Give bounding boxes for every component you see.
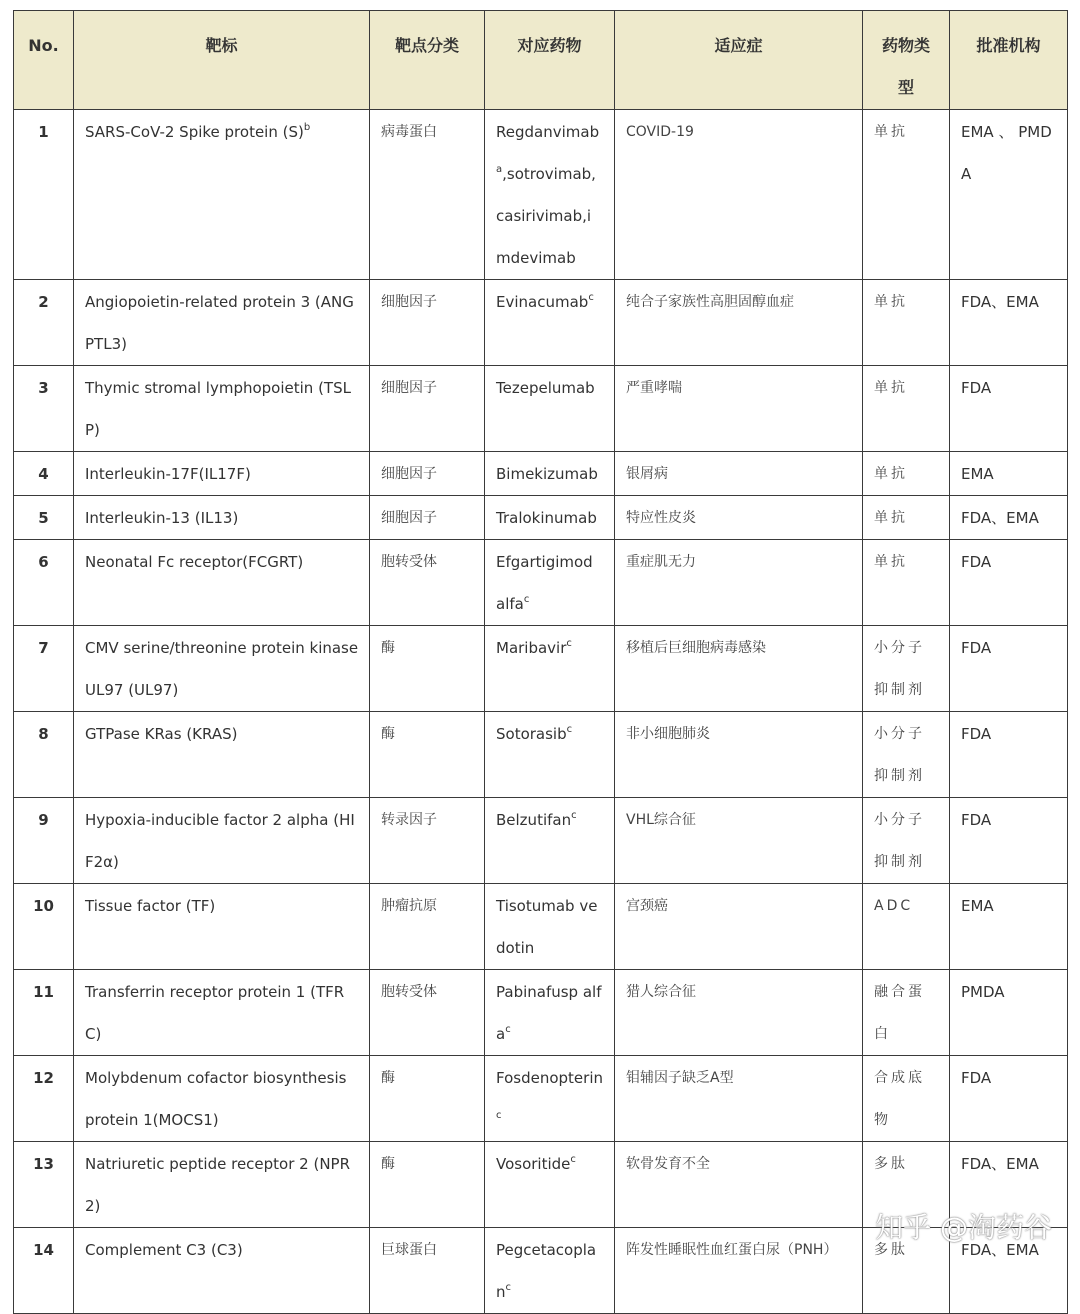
cell-no (14, 496, 74, 540)
cell-target (74, 452, 370, 496)
cell-target (74, 1142, 370, 1228)
cell-target-text: Thymic stromal lymphopoietin (TSLP) (85, 379, 351, 439)
table-row (14, 1056, 1068, 1142)
header-drug: 对应药物 (485, 11, 615, 110)
cell-drug (485, 496, 615, 540)
cell-drug-text: Sotorasib (496, 725, 567, 743)
cell-agency (950, 540, 1068, 626)
cell-agency-text: FDA (961, 725, 992, 743)
cell-target-text: Tissue factor (TF) (85, 897, 216, 915)
cell-indication (615, 626, 863, 712)
cell-no (14, 1056, 74, 1142)
cell-drug (485, 712, 615, 798)
cell-agency (950, 280, 1068, 366)
table-row (14, 884, 1068, 970)
cell-indication (615, 366, 863, 452)
cell-drug-type-text: 小分子抑制剂 (874, 812, 925, 870)
cell-category (370, 366, 485, 452)
cell-category-text: 酶 (381, 726, 395, 742)
cell-drug-type (863, 496, 950, 540)
cell-indication-text: 猎人综合征 (626, 984, 696, 1000)
cell-drug (485, 366, 615, 452)
cell-agency (950, 110, 1068, 280)
cell-indication-text: 银屑病 (626, 466, 668, 482)
cell-category (370, 452, 485, 496)
cell-drug-footnote: c (505, 1282, 512, 1293)
cell-indication (615, 540, 863, 626)
header-category: 靶点分类 (370, 11, 485, 110)
cell-drug-text: Tezepelumab (496, 379, 595, 397)
cell-indication (615, 496, 863, 540)
table-row (14, 798, 1068, 884)
cell-drug-footnote: c (496, 1110, 502, 1121)
cell-category-text: 酶 (381, 640, 395, 656)
cell-category-text: 病毒蛋白 (381, 124, 437, 140)
cell-category (370, 1142, 485, 1228)
cell-drug-type-text: 合成底物 (874, 1070, 925, 1128)
cell-drug-type (863, 452, 950, 496)
cell-drug-text: Tralokinumab (496, 509, 597, 527)
cell-drug-text: Evinacumab (496, 293, 589, 311)
cell-drug (485, 110, 615, 280)
cell-drug (485, 1228, 615, 1314)
cell-drug-footnote: c (588, 292, 594, 303)
header-no: No. (14, 11, 74, 110)
cell-drug-type-text: 单抗 (874, 466, 908, 482)
cell-category-text: 酶 (381, 1156, 395, 1172)
cell-no-text: 13 (33, 1155, 54, 1173)
cell-category (370, 712, 485, 798)
cell-drug-type-text: 融合蛋白 (874, 984, 925, 1042)
cell-indication (615, 798, 863, 884)
cell-no (14, 798, 74, 884)
cell-no-text: 1 (38, 123, 49, 141)
cell-drug-type (863, 540, 950, 626)
cell-no-text: 3 (38, 379, 49, 397)
cell-category-text: 酶 (381, 1070, 395, 1086)
cell-drug-type-text: 单抗 (874, 294, 908, 310)
cell-no-text: 6 (38, 553, 49, 571)
cell-no (14, 110, 74, 280)
cell-no (14, 366, 74, 452)
cell-drug-type-text: 小分子抑制剂 (874, 726, 925, 784)
drug-target-table (13, 10, 1068, 1314)
cell-indication-text: 钼辅因子缺乏A型 (626, 1070, 734, 1086)
cell-no (14, 970, 74, 1056)
cell-agency-text: FDA (961, 1069, 992, 1087)
cell-agency (950, 1056, 1068, 1142)
cell-target-text: Neonatal Fc receptor(FCGRT) (85, 553, 304, 571)
cell-agency-text: FDA (961, 811, 992, 829)
cell-drug (485, 798, 615, 884)
cell-drug-type (863, 712, 950, 798)
cell-target-footnote: b (303, 122, 311, 133)
cell-indication-text: 非小细胞肺炎 (626, 726, 710, 742)
cell-indication (615, 712, 863, 798)
cell-drug-text: Belzutifan (496, 811, 572, 829)
cell-agency-text: EMA (961, 897, 994, 915)
cell-drug-text: Tisotumab vedotin (496, 897, 598, 957)
cell-category (370, 540, 485, 626)
cell-category-text: 胞转受体 (381, 984, 437, 1000)
cell-target-text: Natriuretic peptide receptor 2 (NPR2) (85, 1155, 351, 1215)
cell-agency-text: FDA (961, 553, 992, 571)
header-drug-type: 药物类型 (863, 11, 950, 110)
cell-no-text: 11 (33, 983, 54, 1001)
cell-agency-text: FDA、EMA (961, 1155, 1039, 1173)
cell-category (370, 970, 485, 1056)
cell-agency (950, 712, 1068, 798)
cell-agency (950, 884, 1068, 970)
cell-target (74, 626, 370, 712)
cell-target-text: Molybdenum cofactor biosynthesis protein 1(MOCS1) (85, 1069, 347, 1129)
cell-agency-text: EMA (961, 465, 994, 483)
cell-no (14, 452, 74, 496)
cell-drug-footnote: c (570, 1154, 576, 1165)
header-agency: 批准机构 (950, 11, 1068, 110)
cell-target-text: Complement C3 (C3) (85, 1241, 243, 1259)
cell-indication-text: 阵发性睡眠性血红蛋白尿（PNH） (626, 1242, 838, 1258)
cell-agency (950, 366, 1068, 452)
cell-category (370, 884, 485, 970)
cell-drug-type (863, 626, 950, 712)
cell-indication (615, 1228, 863, 1314)
cell-drug-footnote: c (566, 638, 572, 649)
cell-category-text: 细胞因子 (381, 380, 437, 396)
cell-no-text: 12 (33, 1069, 54, 1087)
cell-indication-text: VHL综合征 (626, 812, 696, 828)
cell-drug-text: Bimekizumab (496, 465, 598, 483)
cell-drug-type-text: 单抗 (874, 380, 908, 396)
cell-no (14, 712, 74, 798)
cell-agency (950, 798, 1068, 884)
cell-category (370, 280, 485, 366)
cell-agency-text: FDA (961, 379, 992, 397)
cell-drug-type-text: 单抗 (874, 124, 908, 140)
cell-no-text: 14 (33, 1241, 54, 1259)
cell-indication (615, 970, 863, 1056)
cell-category (370, 110, 485, 280)
cell-drug-footnote: c (571, 810, 577, 821)
cell-no (14, 1228, 74, 1314)
cell-drug-footnote: c (505, 1024, 511, 1035)
cell-target-text: Transferrin receptor protein 1 (TFRC) (85, 983, 345, 1043)
cell-no-text: 9 (38, 811, 49, 829)
cell-no-text: 2 (38, 293, 49, 311)
cell-category (370, 626, 485, 712)
cell-target (74, 970, 370, 1056)
table-row (14, 712, 1068, 798)
cell-target (74, 366, 370, 452)
cell-drug-type (863, 970, 950, 1056)
cell-indication-text: 移植后巨细胞病毒感染 (626, 640, 766, 656)
cell-drug-type-text: 单抗 (874, 510, 908, 526)
cell-agency-text: FDA (961, 639, 992, 657)
cell-drug-type (863, 280, 950, 366)
cell-drug-footnote: a (496, 164, 503, 175)
cell-drug-type-text: 多肽 (874, 1156, 908, 1172)
cell-indication-text: 宫颈癌 (626, 898, 668, 914)
cell-drug-type-text: 小分子抑制剂 (874, 640, 925, 698)
cell-target-text: GTPase KRas (KRAS) (85, 725, 238, 743)
cell-target (74, 1228, 370, 1314)
cell-agency-text: EMA 、 PMDA (961, 123, 1052, 183)
cell-drug-text: Pegcetacoplan (496, 1241, 597, 1301)
cell-target-text: Interleukin-13 (IL13) (85, 509, 239, 527)
cell-drug-text: Regdanvimab (496, 123, 600, 141)
cell-drug-type-text: ADC (874, 898, 914, 914)
table-row (14, 110, 1068, 280)
cell-drug (485, 970, 615, 1056)
cell-indication-text: 软骨发育不全 (626, 1156, 710, 1172)
cell-no-text: 5 (38, 509, 49, 527)
cell-drug-type (863, 366, 950, 452)
drug-target-table-container (13, 10, 1067, 1314)
cell-target (74, 496, 370, 540)
table-row (14, 496, 1068, 540)
cell-target (74, 1056, 370, 1142)
cell-category-text: 胞转受体 (381, 554, 437, 570)
cell-target (74, 798, 370, 884)
cell-category-text: 巨球蛋白 (381, 1242, 437, 1258)
cell-agency (950, 626, 1068, 712)
cell-drug-text: Maribavir (496, 639, 567, 657)
cell-indication (615, 1056, 863, 1142)
cell-drug-footnote: c (566, 724, 573, 735)
cell-category (370, 496, 485, 540)
cell-no-text: 10 (33, 897, 54, 915)
cell-category-text: 细胞因子 (381, 294, 437, 310)
cell-target-text: CMV serine/threonine protein kinase UL97 (UL97) (85, 639, 359, 699)
table-row (14, 452, 1068, 496)
cell-target-text: Interleukin-17F(IL17F) (85, 465, 251, 483)
cell-category-text: 细胞因子 (381, 510, 437, 526)
cell-indication-text: 特应性皮炎 (626, 510, 696, 526)
watermark: 知乎 @淘药谷 (875, 1211, 1052, 1244)
cell-drug-type (863, 1056, 950, 1142)
cell-no-text: 8 (38, 725, 49, 743)
cell-drug (485, 884, 615, 970)
cell-no (14, 626, 74, 712)
cell-category-text: 细胞因子 (381, 466, 437, 482)
cell-drug-type-text: 多肽 (874, 1242, 908, 1258)
cell-agency (950, 452, 1068, 496)
cell-no (14, 884, 74, 970)
cell-category (370, 798, 485, 884)
cell-drug-type-text: 单抗 (874, 554, 908, 570)
cell-drug-type (863, 110, 950, 280)
cell-category-text: 肿瘤抗原 (381, 898, 437, 914)
cell-drug-type (863, 884, 950, 970)
cell-no (14, 1142, 74, 1228)
cell-target (74, 712, 370, 798)
cell-category-text: 转录因子 (381, 812, 437, 828)
cell-indication (615, 452, 863, 496)
cell-indication-text: 严重哮喘 (626, 380, 682, 396)
cell-target (74, 540, 370, 626)
cell-indication-text: 纯合子家族性高胆固醇血症 (626, 294, 794, 310)
cell-target-text: Hypoxia-inducible factor 2 alpha (HIF2α) (85, 811, 355, 871)
cell-no (14, 540, 74, 626)
cell-agency-text: FDA、EMA (961, 293, 1039, 311)
header-indication: 适应症 (615, 11, 863, 110)
cell-drug-text: Vosoritide (496, 1155, 571, 1173)
cell-drug-text: Pabinafusp alfa (496, 983, 602, 1043)
cell-target (74, 280, 370, 366)
cell-target (74, 110, 370, 280)
cell-drug-text-continued: ,sotrovimab, casirivimab,imdevimab (496, 165, 596, 267)
cell-agency (950, 496, 1068, 540)
cell-drug-text: Efgartigimod alfa (496, 553, 593, 613)
cell-indication-text: COVID-19 (626, 124, 694, 140)
cell-agency-text: FDA、EMA (961, 509, 1039, 527)
cell-agency-text: FDA、EMA (961, 1241, 1039, 1259)
cell-drug (485, 626, 615, 712)
cell-target-text: SARS-CoV-2 Spike protein (S) (85, 123, 304, 141)
cell-drug (485, 1142, 615, 1228)
cell-no-text: 7 (38, 639, 49, 657)
cell-drug (485, 452, 615, 496)
header-target: 靶标 (74, 11, 370, 110)
cell-category (370, 1228, 485, 1314)
cell-drug (485, 540, 615, 626)
cell-indication (615, 1142, 863, 1228)
table-row (14, 626, 1068, 712)
cell-agency (950, 970, 1068, 1056)
cell-indication (615, 884, 863, 970)
cell-no (14, 280, 74, 366)
table-header-row (14, 11, 1068, 110)
cell-drug (485, 280, 615, 366)
cell-category (370, 1056, 485, 1142)
cell-drug-footnote: c (523, 594, 530, 605)
table-row (14, 970, 1068, 1056)
table-row (14, 280, 1068, 366)
cell-indication-text: 重症肌无力 (626, 554, 696, 570)
cell-agency-text: PMDA (961, 983, 1005, 1001)
cell-drug-type (863, 798, 950, 884)
table-row (14, 540, 1068, 626)
cell-indication (615, 280, 863, 366)
cell-target-text: Angiopoietin-related protein 3 (ANGPTL3) (85, 293, 354, 353)
cell-drug-text: Fosdenopterin (496, 1069, 603, 1087)
cell-target (74, 884, 370, 970)
cell-drug (485, 1056, 615, 1142)
cell-no-text: 4 (38, 465, 49, 483)
table-row (14, 366, 1068, 452)
cell-indication (615, 110, 863, 280)
